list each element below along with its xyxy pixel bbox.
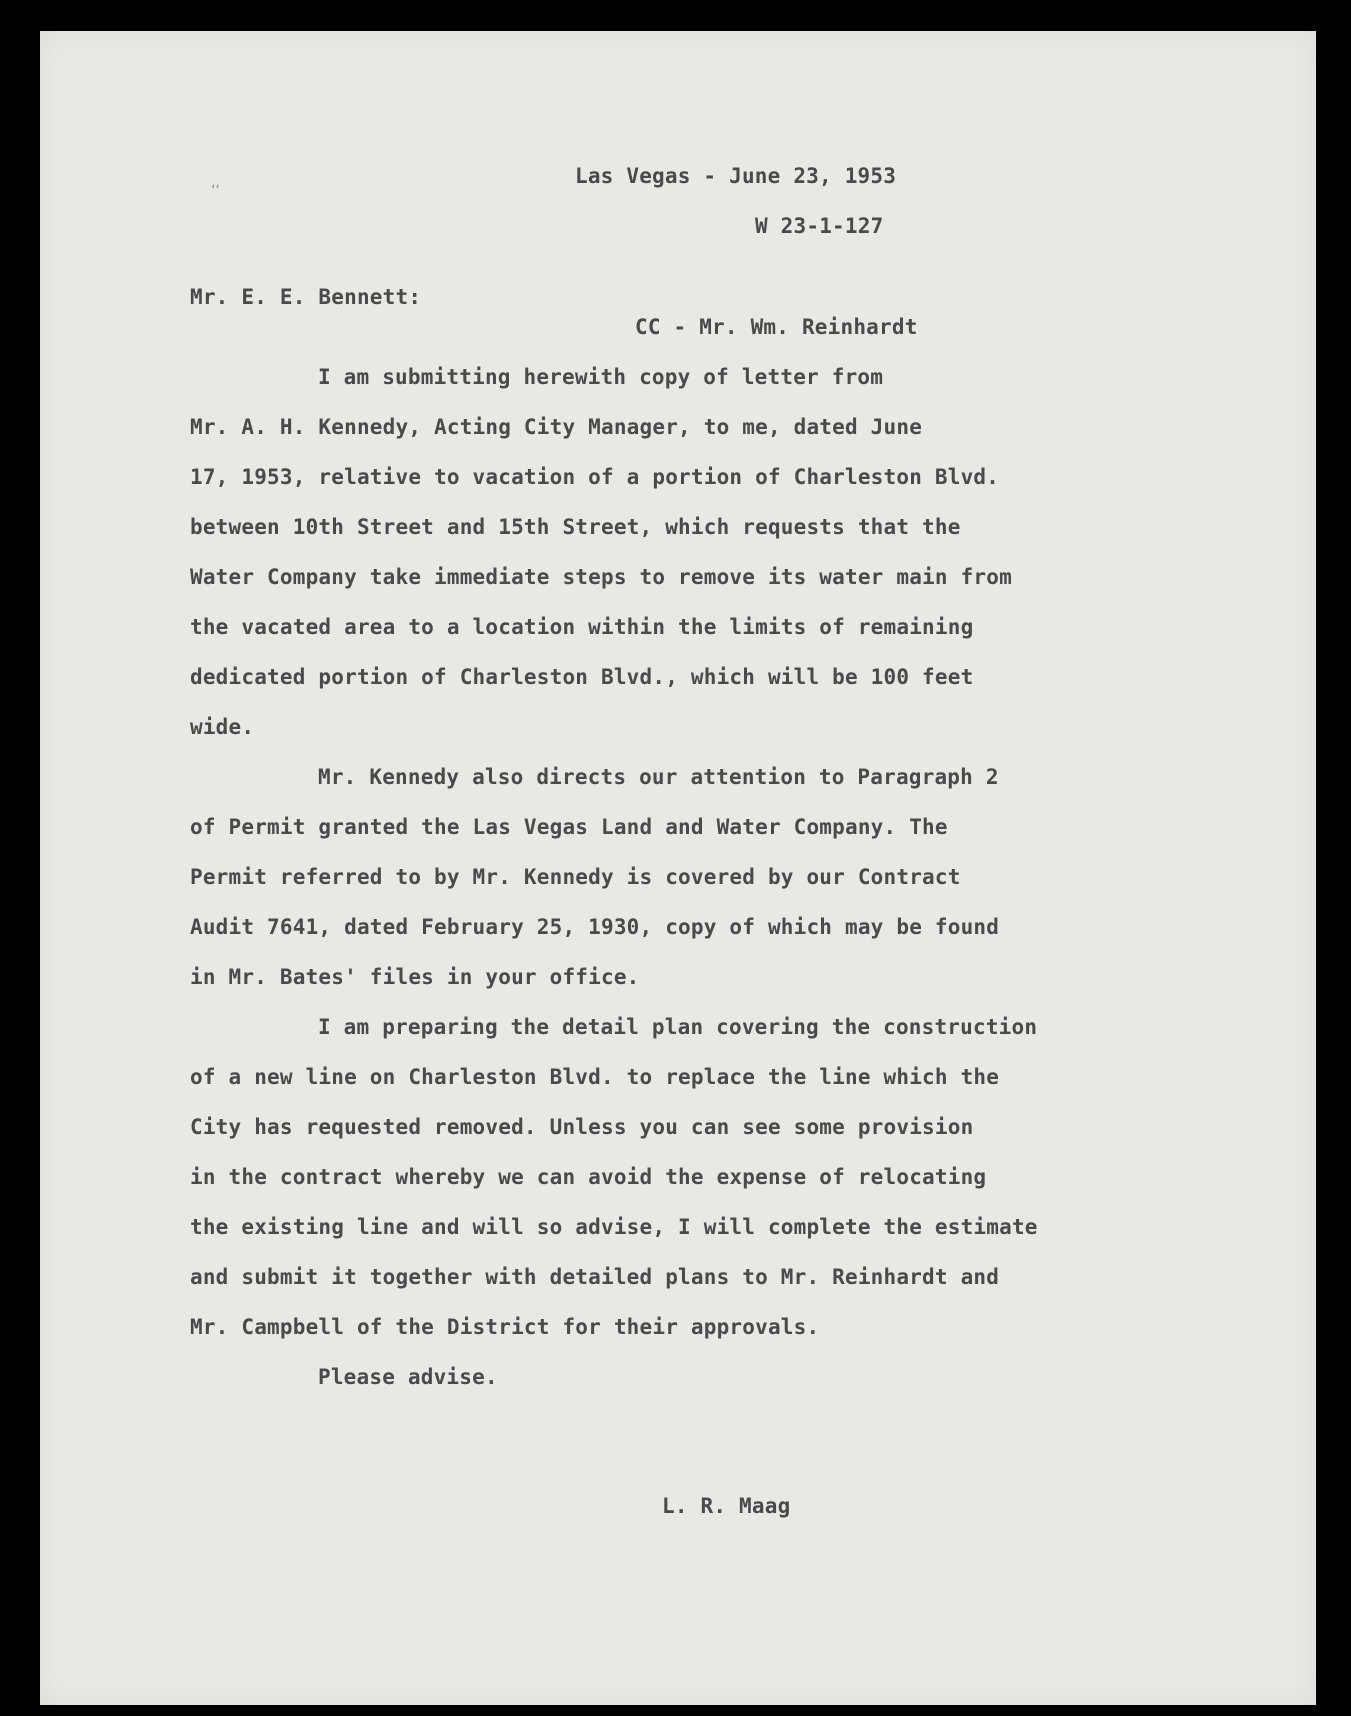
body-line: in the contract whereby we can avoid the expense of relocating [190, 1165, 987, 1189]
closing-line: Please advise. [318, 1365, 498, 1389]
body-line: Permit referred to by Mr. Kennedy is covered by our Contract [190, 865, 961, 889]
body-line: Water Company take immediate steps to remove its water main from [190, 565, 1012, 589]
body-line: between 10th Street and 15th Street, which requests that the [190, 515, 961, 539]
body-line: the existing line and will so advise, I will complete the estimate [190, 1215, 1038, 1239]
body-line: the vacated area to a location within the limits of remaining [190, 615, 974, 639]
letter-page [40, 31, 1316, 1705]
body-line: wide. [190, 715, 255, 739]
body-line: in Mr. Bates' files in your office. [190, 965, 640, 989]
file-reference: W 23-1-127 [755, 214, 884, 238]
body-line: Audit 7641, dated February 25, 1930, copy of which may be found [190, 915, 1000, 939]
cc-line: CC - Mr. Wm. Reinhardt [635, 315, 918, 339]
body-line: of a new line on Charleston Blvd. to replace the line which the [190, 1065, 1000, 1089]
corner-pencil-mark: ‘‘ [211, 183, 220, 199]
body-line: 17, 1953, relative to vacation of a portion of Charleston Blvd. [190, 465, 1000, 489]
body-line: Mr. Kennedy also directs our attention to Paragraph 2 [318, 765, 999, 789]
body-line: of Permit granted the Las Vegas Land and Water Company. The [190, 815, 948, 839]
body-line: dedicated portion of Charleston Blvd., which will be 100 feet [190, 665, 974, 689]
body-line: and submit it together with detailed plans to Mr. Reinhardt and [190, 1265, 1000, 1289]
salutation: Mr. E. E. Bennett: [190, 285, 422, 309]
signature: L. R. Maag [662, 1494, 791, 1518]
body-line: Mr. A. H. Kennedy, Acting City Manager, to me, dated June [190, 415, 923, 439]
body-line: I am submitting herewith copy of letter from [318, 365, 884, 389]
body-line: I am preparing the detail plan covering the construction [318, 1015, 1038, 1039]
place-date-line: Las Vegas - June 23, 1953 [575, 164, 897, 188]
body-line: City has requested removed. Unless you can see some provision [190, 1115, 974, 1139]
body-line: Mr. Campbell of the District for their approvals. [190, 1315, 820, 1339]
